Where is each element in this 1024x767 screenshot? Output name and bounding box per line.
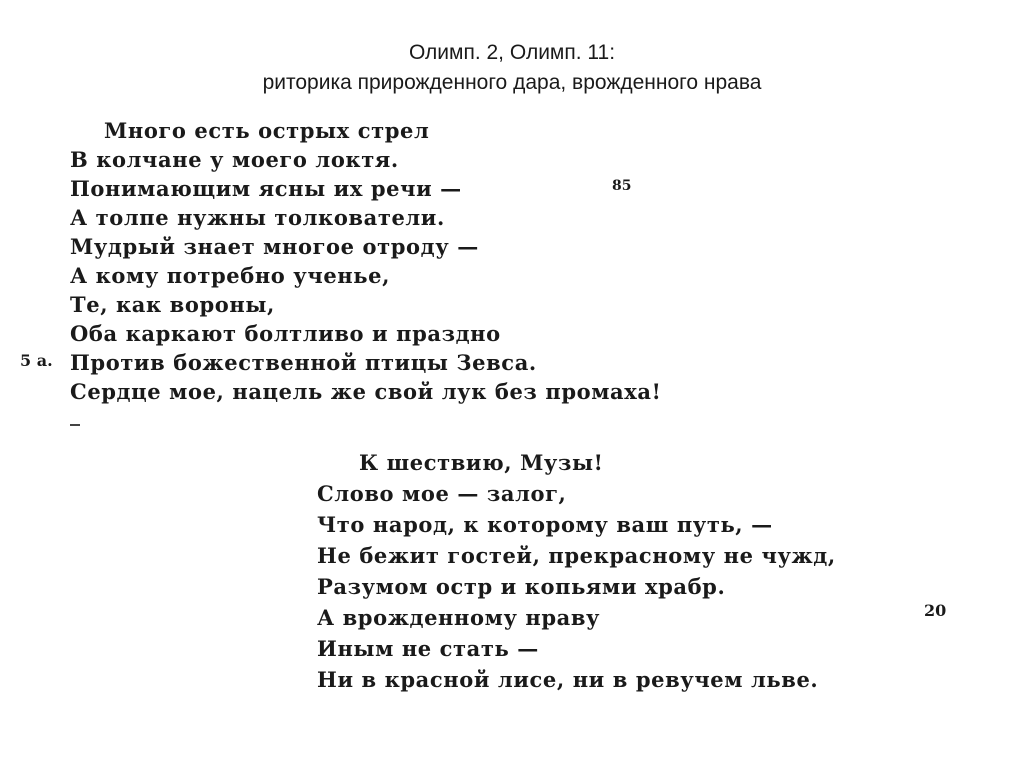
poem-line: В колчане у моего локтя.	[70, 147, 399, 172]
poem-line: Ни в красной лисе, ни в ревучем льве.	[317, 667, 819, 692]
print-artifact-dash	[70, 424, 80, 426]
poem-line: Понимающим ясны их речи —	[70, 176, 462, 201]
poem-line: Не бежит гостей, прекрасному не чужд,	[317, 543, 836, 568]
poem-line: Оба каркают болтливо и праздно	[70, 321, 501, 346]
line-number-85: 85	[612, 178, 632, 194]
poem-line: А врожденному нраву	[317, 605, 601, 630]
poem-line: Слово мое — залог,	[317, 481, 567, 506]
line-number-20: 20	[924, 601, 947, 620]
poem-line: Разумом остр и копьями храбр.	[317, 574, 726, 599]
poem-line: Против божественной птицы Зевса.	[70, 350, 537, 375]
page-title	[0, 38, 1024, 98]
poem-line: К шествию, Музы!	[359, 450, 604, 475]
poem-line: Те, как вороны,	[70, 292, 275, 317]
poem-line: Сердце мое, нацель же свой лук без промаха!	[70, 379, 662, 404]
poem-line: А кому потребно ученье,	[70, 263, 390, 288]
margin-reference: 5 а.	[20, 351, 53, 370]
poem-line: Иным не стать —	[317, 636, 539, 661]
title-line-2: риторика прирожденного дара, врожденного нрава	[262, 71, 762, 94]
poem-line: Мудрый знает многое отроду —	[70, 234, 479, 259]
poem-line: А толпе нужны толкователи.	[70, 205, 445, 230]
title-line-1: Олимп. 2, Олимп. 11:	[408, 41, 616, 64]
poem-line: Что народ, к которому ваш путь, —	[317, 512, 773, 537]
poem-line: Много есть острых стрел	[104, 118, 430, 143]
